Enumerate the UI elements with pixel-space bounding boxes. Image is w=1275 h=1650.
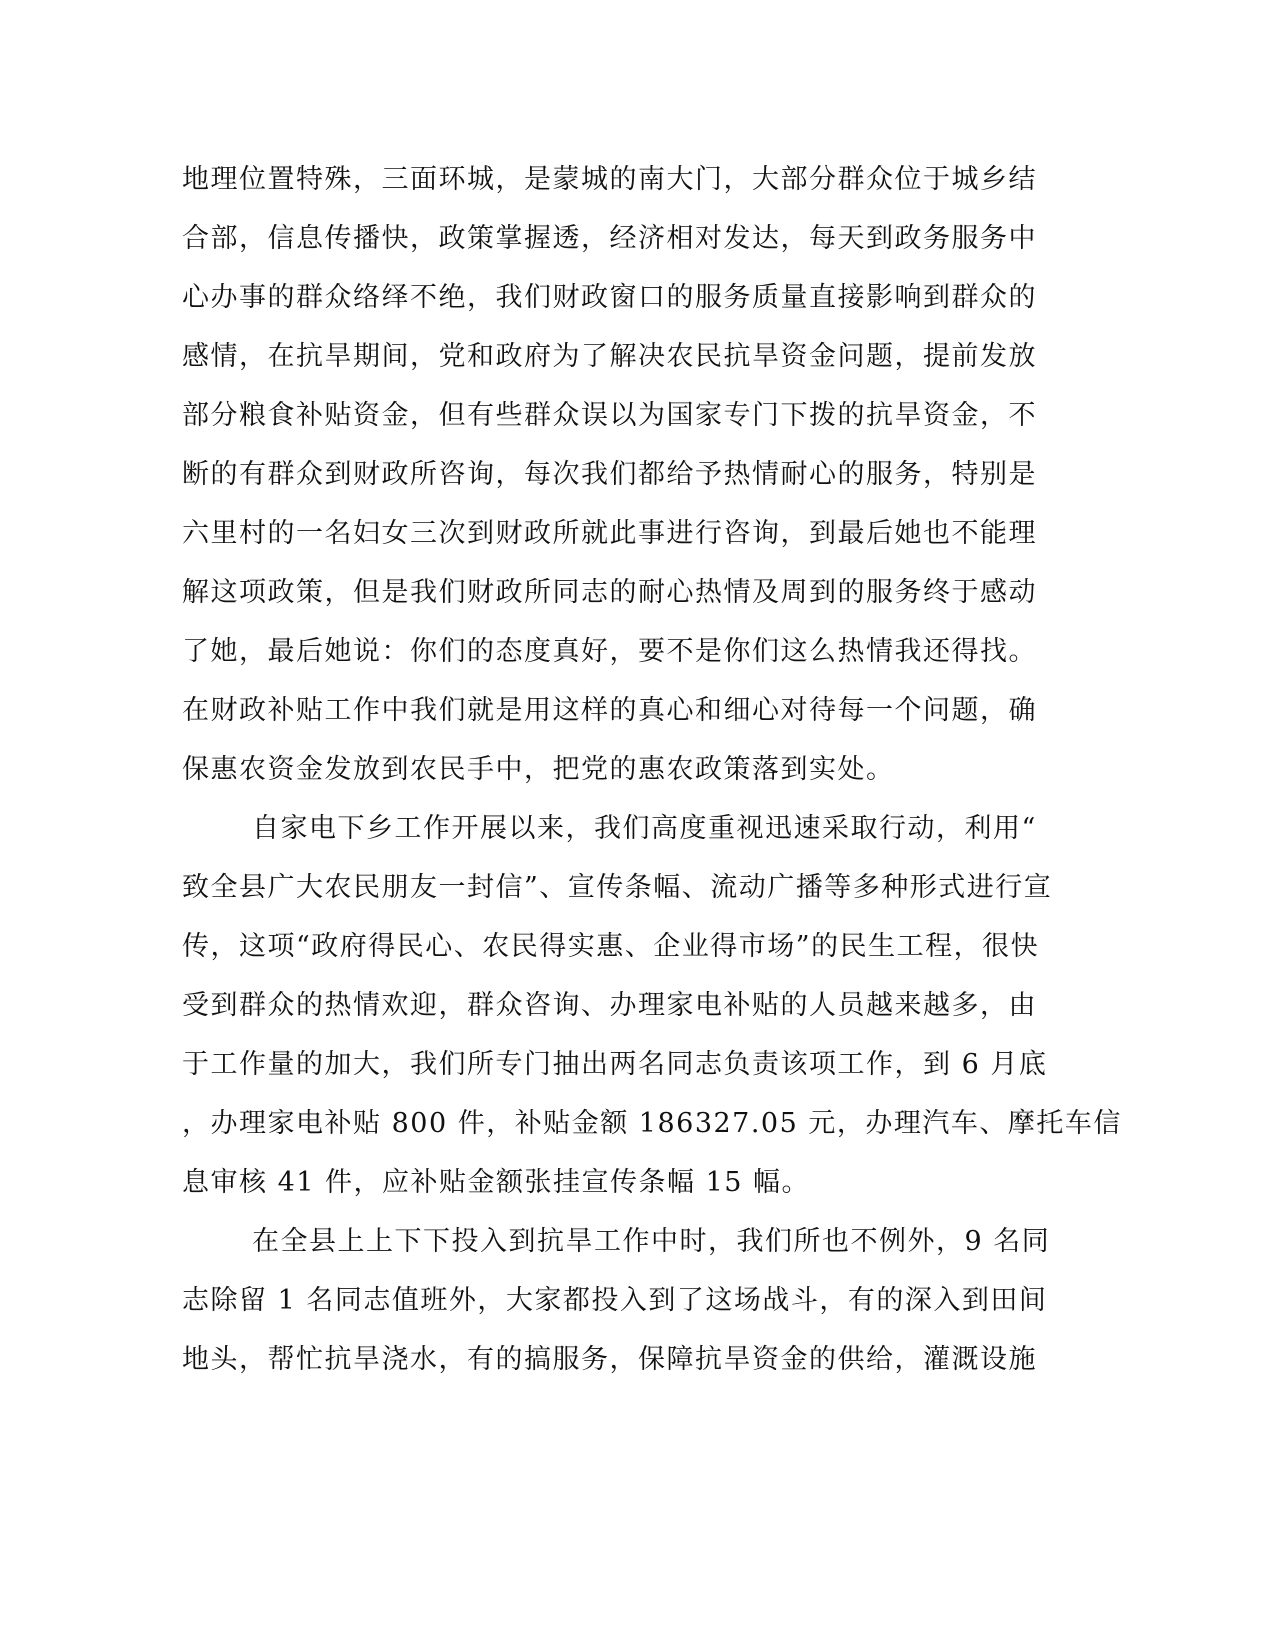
text-line: 合部，信息传播快，政策掌握透，经济相对发达，每天到政务服务中 <box>182 223 1037 254</box>
text-line: 在财政补贴工作中我们就是用这样的真心和细心对待每一个问题，确 <box>182 695 1037 726</box>
text-line: 断的有群众到财政所咨询，每次我们都给予热情耐心的服务，特别是 <box>182 459 1037 490</box>
text-line: 于工作量的加大，我们所专门抽出两名同志负责该项工作，到 6 月底 <box>182 1049 1048 1080</box>
paragraph-start-line: 在全县上上下下投入到抗旱工作中时，我们所也不例外，9 名同 <box>252 1226 1051 1257</box>
text-line: 地理位置特殊，三面环城，是蒙城的南大门，大部分群众位于城乡结 <box>182 164 1037 195</box>
text-line: 了她，最后她说：你们的态度真好，要不是你们这么热情我还得找。 <box>182 636 1037 667</box>
text-line: 六里村的一名妇女三次到财政所就此事进行咨询，到最后她也不能理 <box>182 518 1037 549</box>
text-line: 解这项政策，但是我们财政所同志的耐心热情及周到的服务终于感动 <box>182 577 1037 608</box>
paragraph-start-line: 自家电下乡工作开展以来，我们高度重视迅速采取行动，利用“ <box>252 813 1037 844</box>
text-line: ，办理家电补贴 800 件，补贴金额 186327.05 元，办理汽车、摩托车信 <box>182 1108 1122 1139</box>
text-line: 志除留 1 名同志值班外，大家都投入到了这场战斗，有的深入到田间 <box>182 1285 1048 1316</box>
text-line: 感情，在抗旱期间，党和政府为了解决农民抗旱资金问题，提前发放 <box>182 341 1037 372</box>
text-line: 传，这项“政府得民心、农民得实惠、企业得市场”的民生工程，很快 <box>182 931 1040 962</box>
text-line: 保惠农资金发放到农民手中，把党的惠农政策落到实处。 <box>182 754 895 785</box>
text-line: 心办事的群众络绎不绝，我们财政窗口的服务质量直接影响到群众的 <box>182 282 1037 313</box>
text-line: 受到群众的热情欢迎，群众咨询、办理家电补贴的人员越来越多，由 <box>182 990 1037 1021</box>
text-line: 息审核 41 件，应补贴金额张挂宣传条幅 15 幅。 <box>182 1167 811 1198</box>
text-line: 地头，帮忙抗旱浇水，有的搞服务，保障抗旱资金的供给，灌溉设施 <box>182 1344 1037 1375</box>
text-line: 部分粮食补贴资金，但有些群众误以为国家专门下拨的抗旱资金，不 <box>182 400 1037 431</box>
text-line: 致全县广大农民朋友一封信”、宣传条幅、流动广播等多种形式进行宣 <box>182 872 1053 903</box>
